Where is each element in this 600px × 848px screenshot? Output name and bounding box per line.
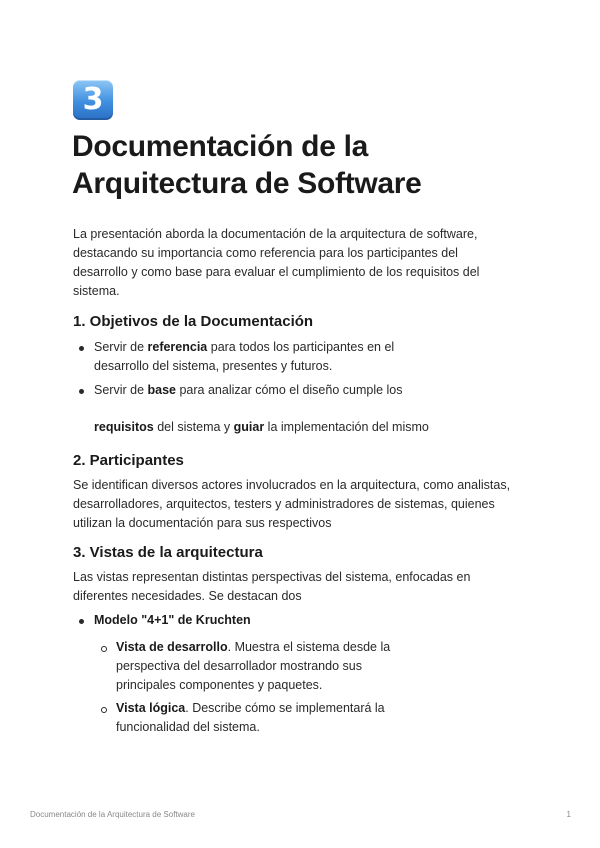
intro-line: desarrollo y como base para evaluar el cumplimiento de los requisitos del (73, 265, 480, 279)
intro-paragraph (73, 225, 533, 301)
circle-bullet-icon (101, 707, 107, 713)
bullet-icon (79, 346, 84, 351)
objective-item-2-continuation (94, 418, 429, 437)
continuation-text-end: la implementación del mismo (264, 420, 429, 434)
continuation-text: del sistema y (153, 420, 234, 434)
title-line-2: Arquitectura de Software (72, 167, 422, 200)
objective-2-bold: base (147, 383, 176, 397)
development-view-text: . Muestra el sistema desde la (227, 640, 391, 654)
logical-view-line-2: funcionalidad del sistema. (116, 720, 260, 734)
intro-line: destacando su importancia como referencia para los participantes del (73, 246, 458, 260)
requisitos-bold: requisitos (94, 420, 154, 434)
logical-view-text: . Describe cómo se implementará la (185, 701, 385, 715)
development-view-line-2: perspectiva del desarrollador mostrando sus (116, 659, 362, 673)
number-three-emoji-icon (73, 80, 113, 120)
page-number: 1 (566, 810, 571, 819)
objective-item-1 (94, 338, 394, 376)
objective-1-line-2: desarrollo del sistema, presentes y futuros. (94, 359, 333, 373)
objective-2-text-end: para analizar cómo el diseño cumple los (176, 383, 403, 397)
title-line-1: Documentación de la (72, 130, 369, 163)
participants-line: utilizan la documentación para sus respectivos (73, 516, 332, 530)
views-line: diferentes necesidades. Se destacan dos (73, 589, 302, 603)
logical-view-label: Vista lógica (116, 701, 186, 715)
objective-1-text: Servir de (94, 340, 148, 354)
objective-item-2 (94, 381, 403, 400)
objective-1-text-end: para todos los participantes en el (207, 340, 395, 354)
participants-line: Se identifican diversos actores involucrados en la arquitectura, como analistas, (73, 478, 511, 492)
objective-2-text: Servir de (94, 383, 148, 397)
participants-line: desarrolladores, arquitectos, testers y administradores de sistemas, quienes (73, 497, 495, 511)
views-line: Las vistas representan distintas perspectivas del sistema, enfocadas en (73, 570, 471, 584)
development-view-item (116, 638, 390, 695)
bullet-icon (79, 389, 84, 394)
views-paragraph (73, 568, 533, 606)
intro-line: La presentación aborda la documentación de la arquitectura de software, (73, 227, 478, 241)
section-1-heading: 1. Objetivos de la Documentación (73, 313, 314, 330)
intro-line: sistema. (73, 284, 120, 298)
section-3-heading: 3. Vistas de la arquitectura (73, 544, 263, 561)
page-title (72, 128, 542, 202)
bullet-icon (79, 619, 84, 624)
development-view-line-3: principales componentes y paquetes. (116, 678, 323, 692)
logical-view-item (116, 699, 385, 737)
kruchten-model-label: Modelo "4+1" de Kruchten (94, 613, 251, 627)
development-view-label: Vista de desarrollo (116, 640, 228, 654)
participants-paragraph (73, 476, 543, 533)
section-2-heading: 2. Participantes (73, 452, 184, 469)
guiar-bold: guiar (233, 420, 265, 434)
footer-title: Documentación de la Arquitectura de Software (30, 810, 195, 819)
kruchten-model-item (94, 611, 251, 630)
circle-bullet-icon (101, 646, 107, 652)
badge-number: 3 (82, 82, 104, 117)
objective-1-bold: referencia (147, 340, 208, 354)
